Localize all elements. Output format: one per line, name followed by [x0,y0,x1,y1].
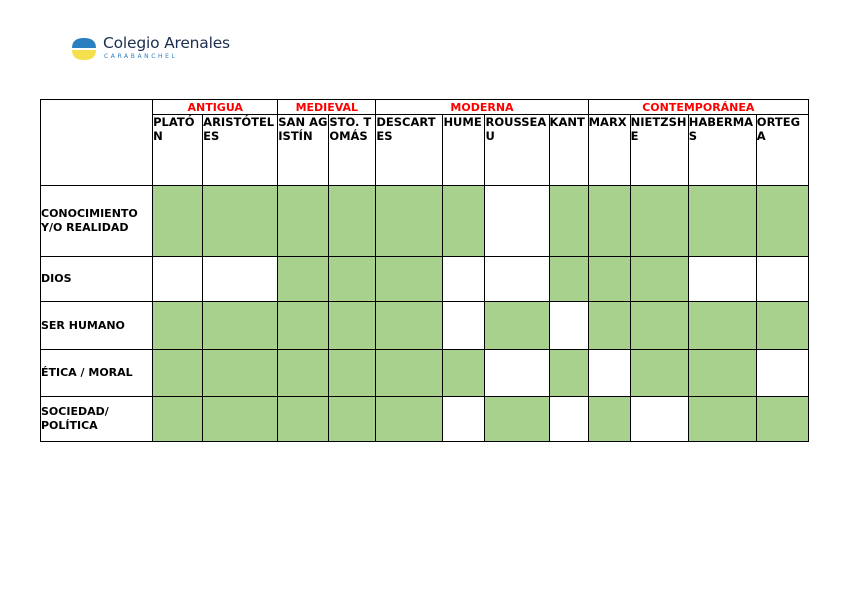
marked-cell [329,350,376,397]
logo-mark-icon [70,36,98,62]
marked-cell [278,397,329,442]
marked-cell [485,397,549,442]
topic-label: SOCIEDAD/ POLÍTICA [41,397,153,442]
empty-cell [688,257,756,302]
logo-name: Colegio Arenales [103,34,230,52]
philosopher-header: SAN AGISTÍN [278,115,329,186]
philosophy-table [40,99,809,442]
marked-cell [549,186,588,257]
marked-cell [630,302,688,350]
marked-cell [485,302,549,350]
marked-cell [443,350,485,397]
topic-rows [41,186,809,442]
marked-cell [153,302,203,350]
empty-cell [630,397,688,442]
philosopher-header: NIETZSHE [630,115,688,186]
topic-label: SER HUMANO [41,302,153,350]
marked-cell [203,302,278,350]
marked-cell [278,186,329,257]
empty-cell [443,397,485,442]
topic-label: CONOCIMIENTO Y/O REALIDAD [41,186,153,257]
table-row [41,186,809,257]
table-row [41,350,809,397]
philosopher-header: PLATÓN [153,115,203,186]
empty-cell [549,302,588,350]
marked-cell [376,186,443,257]
marked-cell [588,186,630,257]
marked-cell [376,302,443,350]
table-row [41,397,809,442]
empty-cell [443,257,485,302]
marked-cell [329,257,376,302]
school-logo [70,34,270,64]
empty-cell [203,257,278,302]
marked-cell [203,350,278,397]
philosopher-header: HABERMAS [688,115,756,186]
marked-cell [630,350,688,397]
marked-cell [588,302,630,350]
marked-cell [203,397,278,442]
marked-cell [688,350,756,397]
corner-cell [41,100,153,186]
empty-cell [153,257,203,302]
marked-cell [588,397,630,442]
empty-cell [443,302,485,350]
marked-cell [376,350,443,397]
marked-cell [756,186,808,257]
marked-cell [153,397,203,442]
marked-cell [329,397,376,442]
table-row [41,257,809,302]
philosopher-header: ORTEGA [756,115,808,186]
marked-cell [278,257,329,302]
empty-cell [756,350,808,397]
philosopher-header-row [41,115,809,186]
marked-cell [153,350,203,397]
philosopher-header: ARISTÓTELES [203,115,278,186]
marked-cell [443,186,485,257]
empty-cell [485,350,549,397]
marked-cell [153,186,203,257]
empty-cell [549,397,588,442]
era-header-row [41,100,809,115]
marked-cell [688,186,756,257]
era-antigua: ANTIGUA [153,100,278,115]
philosopher-header: KANT [549,115,588,186]
marked-cell [278,302,329,350]
empty-cell [588,350,630,397]
marked-cell [376,257,443,302]
marked-cell [203,186,278,257]
empty-cell [485,186,549,257]
logo-subtitle: CARABANCHEL [104,53,178,60]
marked-cell [630,257,688,302]
table-row [41,302,809,350]
marked-cell [630,186,688,257]
marked-cell [688,397,756,442]
marked-cell [756,397,808,442]
topic-label: DIOS [41,257,153,302]
philosopher-header: STO. TOMÁS [329,115,376,186]
era-contemporanea: CONTEMPORÁNEA [588,100,808,115]
philosopher-header: HUME [443,115,485,186]
topic-label: ÉTICA / MORAL [41,350,153,397]
philosopher-header: MARX [588,115,630,186]
marked-cell [688,302,756,350]
marked-cell [549,350,588,397]
era-moderna: MODERNA [376,100,588,115]
empty-cell [485,257,549,302]
philosopher-header: DESCARTES [376,115,443,186]
marked-cell [549,257,588,302]
marked-cell [376,397,443,442]
marked-cell [329,186,376,257]
era-medieval: MEDIEVAL [278,100,376,115]
marked-cell [329,302,376,350]
philosopher-header: ROUSSEAU [485,115,549,186]
marked-cell [756,302,808,350]
marked-cell [588,257,630,302]
empty-cell [756,257,808,302]
marked-cell [278,350,329,397]
